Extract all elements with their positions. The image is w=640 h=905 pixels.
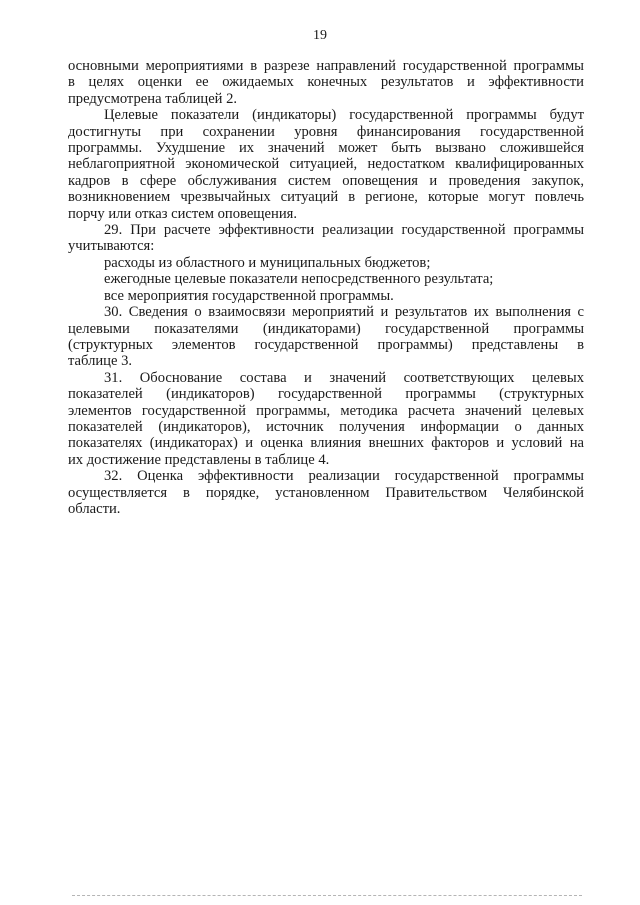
text-line: целевыми показателями (индикаторами) государственной программы — [68, 320, 584, 337]
text-line: (структурных элементов государственной программы) представлены в — [68, 336, 584, 353]
list-item: все мероприятия государственной программы. — [104, 287, 394, 304]
text-line: неблагоприятной экономической ситуацией, недостатком квалифицированных — [68, 156, 584, 173]
text-line: показателях (индикаторах) и оценка влияния внешних факторов и условий на — [68, 435, 584, 452]
text-line: возникновением чрезвычайных ситуаций в регионе, которые могут повлечь — [68, 189, 584, 206]
text-line: учитываются: — [68, 238, 155, 255]
text-line: показателей (индикаторов), источник получения информации о данных — [68, 418, 584, 435]
text-line: их достижение представлены в таблице 4. — [68, 451, 330, 468]
paragraph-32 — [68, 468, 584, 517]
text-line: основными мероприятиями в разрезе направлений государственной программы — [68, 58, 584, 74]
text-line: 31. Обоснование состава и значений соответствующих целевых — [104, 369, 584, 386]
paragraph-intro — [68, 58, 584, 107]
text-line: достигнуты при сохранении уровня финансирования государственной — [68, 123, 584, 140]
text-line: таблице 3. — [68, 353, 133, 370]
paragraph-30 — [68, 304, 584, 370]
list-item: расходы из областного и муниципальных бюджетов; — [104, 254, 431, 271]
text-line: программы. Ухудшение их значений может быть вызвано сложившейся — [68, 140, 584, 157]
text-line: предусмотрена таблицей 2. — [68, 90, 238, 107]
paragraph-31 — [68, 370, 584, 468]
page-bottom-divider — [72, 895, 582, 896]
text-line: области. — [68, 500, 121, 517]
text-line: осуществляется в порядке, установленном Правительством Челябинской — [68, 484, 584, 501]
text-line: элементов государственной программы, методика расчета значений целевых — [68, 402, 584, 419]
list-29-items — [68, 255, 584, 304]
document-body — [68, 58, 584, 517]
text-line: в целях оценки ее ожидаемых конечных результатов и эффективности — [68, 74, 584, 91]
page-number: 19 — [313, 28, 327, 43]
text-line: кадров в сфере обслуживания систем оповещения и проведения закупок, — [68, 172, 584, 189]
text-line: 32. Оценка эффективности реализации государственной программы — [104, 468, 584, 485]
text-line: 29. При расчете эффективности реализации государственной программы — [104, 222, 584, 239]
text-line: Целевые показатели (индикаторы) государственной программы будут — [104, 107, 584, 124]
list-item: ежегодные целевые показатели непосредственного результата; — [104, 271, 494, 288]
paragraph-target-indicators — [68, 107, 584, 222]
paragraph-29 — [68, 222, 584, 255]
text-line: показателей (индикаторов) государственной программы (структурных — [68, 386, 584, 403]
text-line: порчу или отказ систем оповещения. — [68, 205, 298, 222]
text-line: 30. Сведения о взаимосвязи мероприятий и результатов их выполнения с — [104, 304, 584, 321]
